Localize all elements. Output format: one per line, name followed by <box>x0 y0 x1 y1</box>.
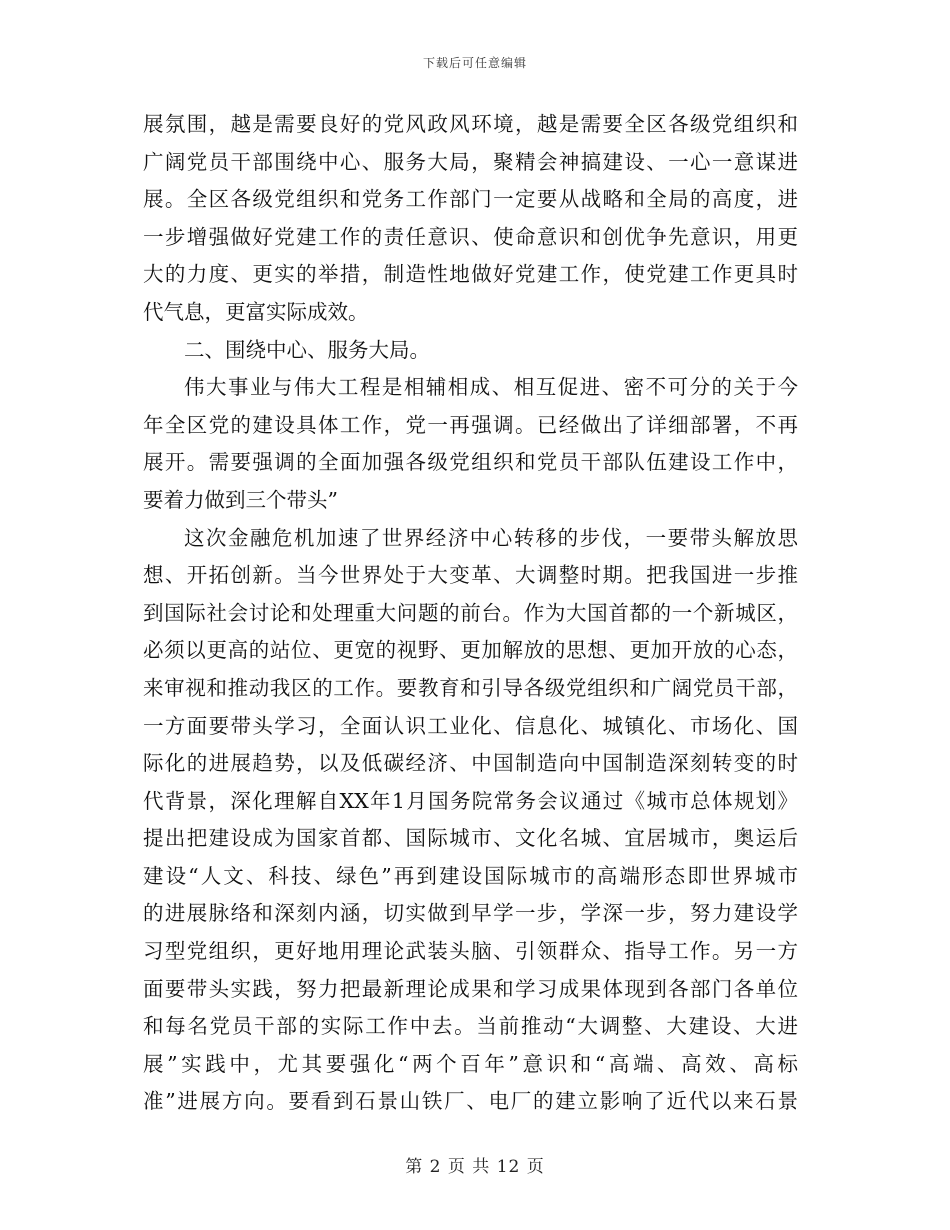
text-line: 展氛围，越是需要良好的党风政风环境，越是需要全区各级党组织和 <box>143 112 798 136</box>
text-line: 到国际社会讨论和处理重大问题的前台。作为大国首都的一个新城区， <box>143 600 798 625</box>
text-line: 必须以更高的站位、更宽的视野、更加解放的思想、更加开放的心态， <box>143 638 798 663</box>
text-line: 展开。需要强调的全面加强各级党组织和党员干部队伍建设工作中， <box>143 450 798 475</box>
text-line: 的进展脉络和深刻内涵，切实做到早学一步，学深一步，努力建设学 <box>143 901 798 926</box>
text-line: 提出把建设成为国家首都、国际城市、文化名城、宜居城市，奥运后 <box>143 826 798 851</box>
text-line: 建设“人文、科技、绿色”再到建设国际城市的高端形态即世界城市 <box>143 863 798 888</box>
text-line: 伟大事业与伟大工程是相辅相成、相互促进、密不可分的关于今 <box>184 375 798 400</box>
text-line: 展”实践中，尤其要强化“两个百年”意识和“高端、高效、高标 <box>143 1051 798 1076</box>
text-line: 面要带头实践，努力把最新理论成果和学习成果体现到各部门各单位 <box>143 976 798 1001</box>
text-line: 一步增强做好党建工作的责任意识、使命意识和创优争先意识，用更 <box>143 224 798 249</box>
text-line: 际化的进展趋势，以及低碳经济、中国制造向中国制造深刻转变的时 <box>143 751 798 776</box>
page-number-footer: 第 2 页 共 12 页 <box>405 1157 545 1177</box>
text-line: 和每名党员干部的实际工作中去。当前推动“大调整、大建设、大进 <box>143 1014 798 1039</box>
text-line: 代气息，更富实际成效。 <box>143 299 369 324</box>
text-line: 广阔党员干部围绕中心、服务大局，聚精会神搞建设、一心一意谋进 <box>143 149 798 174</box>
text-line: 年全区党的建设具体工作，党一再强调。已经做出了详细部署，不再 <box>143 412 798 437</box>
text-line: 来审视和推动我区的工作。要教育和引导各级党组织和广阔党员干部， <box>143 675 798 700</box>
body-text <box>143 106 798 1121</box>
text-line: 代背景，深化理解自XX年1月国务院常务会议通过《城市总体规划》 <box>143 788 798 813</box>
text-line: 想、开拓创新。当今世界处于大变革、大调整时期。把我国进一步推 <box>143 563 798 588</box>
text-line: 准”进展方向。要看到石景山铁厂、电厂的建立影响了近代以来石景 <box>143 1089 798 1114</box>
text-line: 习型党组织，更好地用理论武装头脑、引领群众、指导工作。另一方 <box>143 939 798 964</box>
section-heading: 二、围绕中心、服务大局。 <box>184 337 430 362</box>
text-line: 这次金融危机加速了世界经济中心转移的步伐，一要带头解放思 <box>184 525 798 550</box>
text-line: 要着力做到三个带头” <box>143 487 338 512</box>
text-line: 大的力度、更实的举措，制造性地做好党建工作，使党建工作更具时 <box>143 262 798 287</box>
page-header: 下载后可任意编辑 <box>422 56 527 70</box>
text-line: 展。全区各级党组织和党务工作部门一定要从战略和全局的高度，进 <box>143 187 798 212</box>
text-line: 一方面要带头学习，全面认识工业化、信息化、城镇化、市场化、国 <box>143 713 798 738</box>
